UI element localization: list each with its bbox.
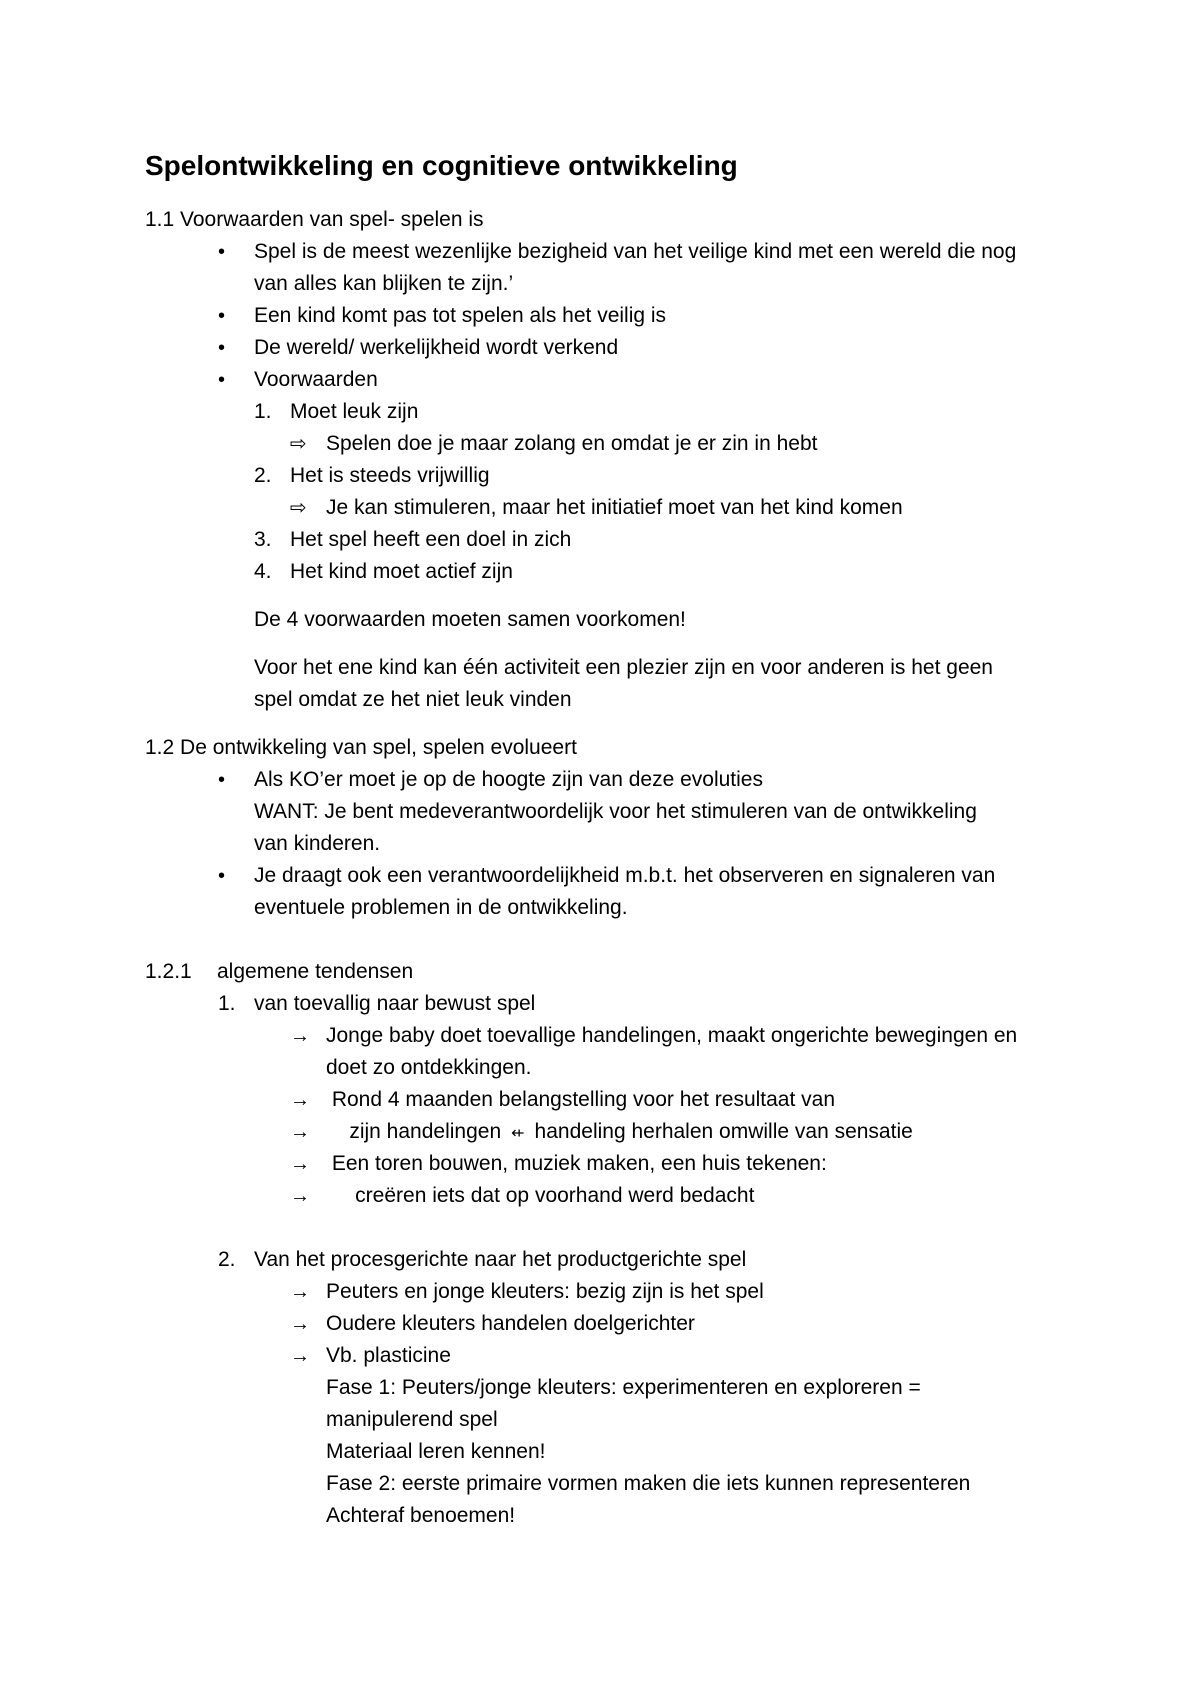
arrow-right-icon: → [290,1185,310,1207]
arrow-item-text: Oudere kleuters handelen doelgerichter [326,1312,695,1335]
arrow-item [0,1148,1200,1180]
list-item [0,860,1200,892]
item-number: 1. [254,400,272,423]
arrow-item-text: Spelen doe je maar zolang en omdat je er zin in hebt [326,432,818,455]
item-number: 2. [218,1248,236,1271]
arrow-item [0,428,1200,460]
arrow-right-icon: → [290,1281,310,1303]
arrow-item [0,1084,1200,1116]
paragraph-text: De 4 voorwaarden moeten samen voorkomen! [254,608,686,631]
arrow-item-text: Je kan stimuleren, maar het initiatief moet van het kind komen [326,496,903,519]
arrow-item-continuation [0,1052,1200,1084]
arrow-item [0,1340,1200,1372]
list-item-continuation [0,796,1200,828]
arrow-item-text: doet zo ontdekkingen. [326,1056,532,1079]
paragraph-text: Achteraf benoemen! [326,1504,516,1527]
loop-arrow-icon: ⇷ [511,1125,525,1142]
document-body [0,204,1200,1532]
paragraph-text: Materiaal leren kennen! [326,1440,546,1463]
list-item-text: Voorwaarden [254,368,378,391]
section-heading-text: 1.1 Voorwaarden van spel- spelen is [145,208,484,231]
list-item-text: De wereld/ werkelijkheid wordt verkend [254,336,619,359]
bullet-icon: • [218,305,226,327]
list-item [0,764,1200,796]
arrow-item [0,1276,1200,1308]
arrow-item-text-part: zijn handelingen [326,1120,502,1143]
arrow-item-text: Een toren bouwen, muziek maken, een huis tekenen: [326,1152,827,1175]
section-heading-1-1 [0,204,1200,236]
paragraph-text: Fase 1: Peuters/jonge kleuters: experimenteren en exploreren = [326,1376,921,1399]
list-item [0,332,1200,364]
arrow-item [0,492,1200,524]
numbered-item [0,556,1200,588]
arrow-item [0,1020,1200,1052]
arrow-right-icon: → [290,1121,310,1143]
numbered-item [0,524,1200,556]
list-item-continuation [0,828,1200,860]
paragraph [0,652,1200,684]
arrow-right-icon: → [290,1345,310,1367]
section-heading-text: 1.2 De ontwikkeling van spel, spelen evolueert [145,736,577,759]
bullet-icon: • [218,241,226,263]
numbered-item [0,1244,1200,1276]
arrow-right-icon: ⇨ [290,497,307,519]
numbered-item-text: van toevallig naar bewust spel [254,992,536,1015]
item-number: 3. [254,528,272,551]
numbered-item [0,988,1200,1020]
paragraph [0,1500,1200,1532]
subsection-title: algemene tendensen [217,960,414,983]
list-item [0,300,1200,332]
list-item-text: WANT: Je bent medeverantwoordelijk voor het stimuleren van de ontwikkeling [254,800,977,823]
bullet-icon: • [218,337,226,359]
numbered-item-text: Moet leuk zijn [290,400,419,423]
arrow-right-icon: → [290,1089,310,1111]
paragraph [0,1468,1200,1500]
list-item-text: Als KO’er moet je op de hoogte zijn van deze evoluties [254,768,763,791]
numbered-item-text: Van het procesgerichte naar het productgerichte spel [254,1248,747,1271]
list-item-text: van alles kan blijken te zijn.’ [254,272,514,295]
arrow-item-text: creëren iets dat op voorhand werd bedacht [326,1184,755,1207]
arrow-right-icon: ⇨ [290,433,307,455]
list-item-text: Een kind komt pas tot spelen als het veilig is [254,304,667,327]
subsection-heading-1-2-1 [0,956,1200,988]
numbered-item [0,396,1200,428]
paragraph-continuation [0,684,1200,716]
arrow-item [0,1308,1200,1340]
arrow-item [0,1180,1200,1212]
paragraph-text: spel omdat ze het niet leuk vinden [254,688,572,711]
list-item [0,364,1200,396]
arrow-item-text: Peuters en jonge kleuters: bezig zijn is het spel [326,1280,764,1303]
list-item-continuation [0,892,1200,924]
arrow-right-icon: → [290,1025,310,1047]
arrow-item-text: Rond 4 maanden belangstelling voor het resultaat van [326,1088,836,1111]
arrow-right-icon: → [290,1313,310,1335]
paragraph [0,1404,1200,1436]
list-item [0,236,1200,268]
bullet-icon: • [218,769,226,791]
bullet-icon: • [218,865,226,887]
paragraph-text: Voor het ene kind kan één activiteit een plezier zijn en voor anderen is het geen [254,656,993,679]
paragraph [0,604,1200,636]
numbered-item-text: Het is steeds vrijwillig [290,464,490,487]
list-item-text: van kinderen. [254,832,381,855]
paragraph [0,1436,1200,1468]
paragraph [0,1372,1200,1404]
item-number: 2. [254,464,272,487]
arrow-item-text: Vb. plasticine [326,1344,451,1367]
paragraph-text: manipulerend spel [326,1408,498,1431]
arrow-item [0,1116,1200,1148]
item-number: 1. [218,992,236,1015]
subsection-number: 1.2.1 [145,960,192,983]
section-heading-1-2 [0,732,1200,764]
list-item-text: Je draagt ook een verantwoordelijkheid m.b.t. het observeren en signaleren van [254,864,996,887]
list-item-continuation [0,268,1200,300]
numbered-item-text: Het spel heeft een doel in zich [290,528,572,551]
document-title: Spelontwikkeling en cognitieve ontwikkeling [145,150,738,181]
paragraph-text: Fase 2: eerste primaire vormen maken die iets kunnen representeren [326,1472,971,1495]
arrow-item-text: Jonge baby doet toevallige handelingen, maakt ongerichte bewegingen en [326,1024,1018,1047]
arrow-item-text [326,1116,913,1150]
bullet-icon: • [218,369,226,391]
list-item-text: Spel is de meest wezenlijke bezigheid van het veilige kind met een wereld die nog [254,240,1017,263]
numbered-item [0,460,1200,492]
arrow-right-icon: → [290,1153,310,1175]
item-number: 4. [254,560,272,583]
arrow-item-text-part: handeling herhalen omwille van sensatie [534,1120,913,1143]
numbered-item-text: Het kind moet actief zijn [290,560,513,583]
list-item-text: eventuele problemen in de ontwikkeling. [254,896,628,919]
